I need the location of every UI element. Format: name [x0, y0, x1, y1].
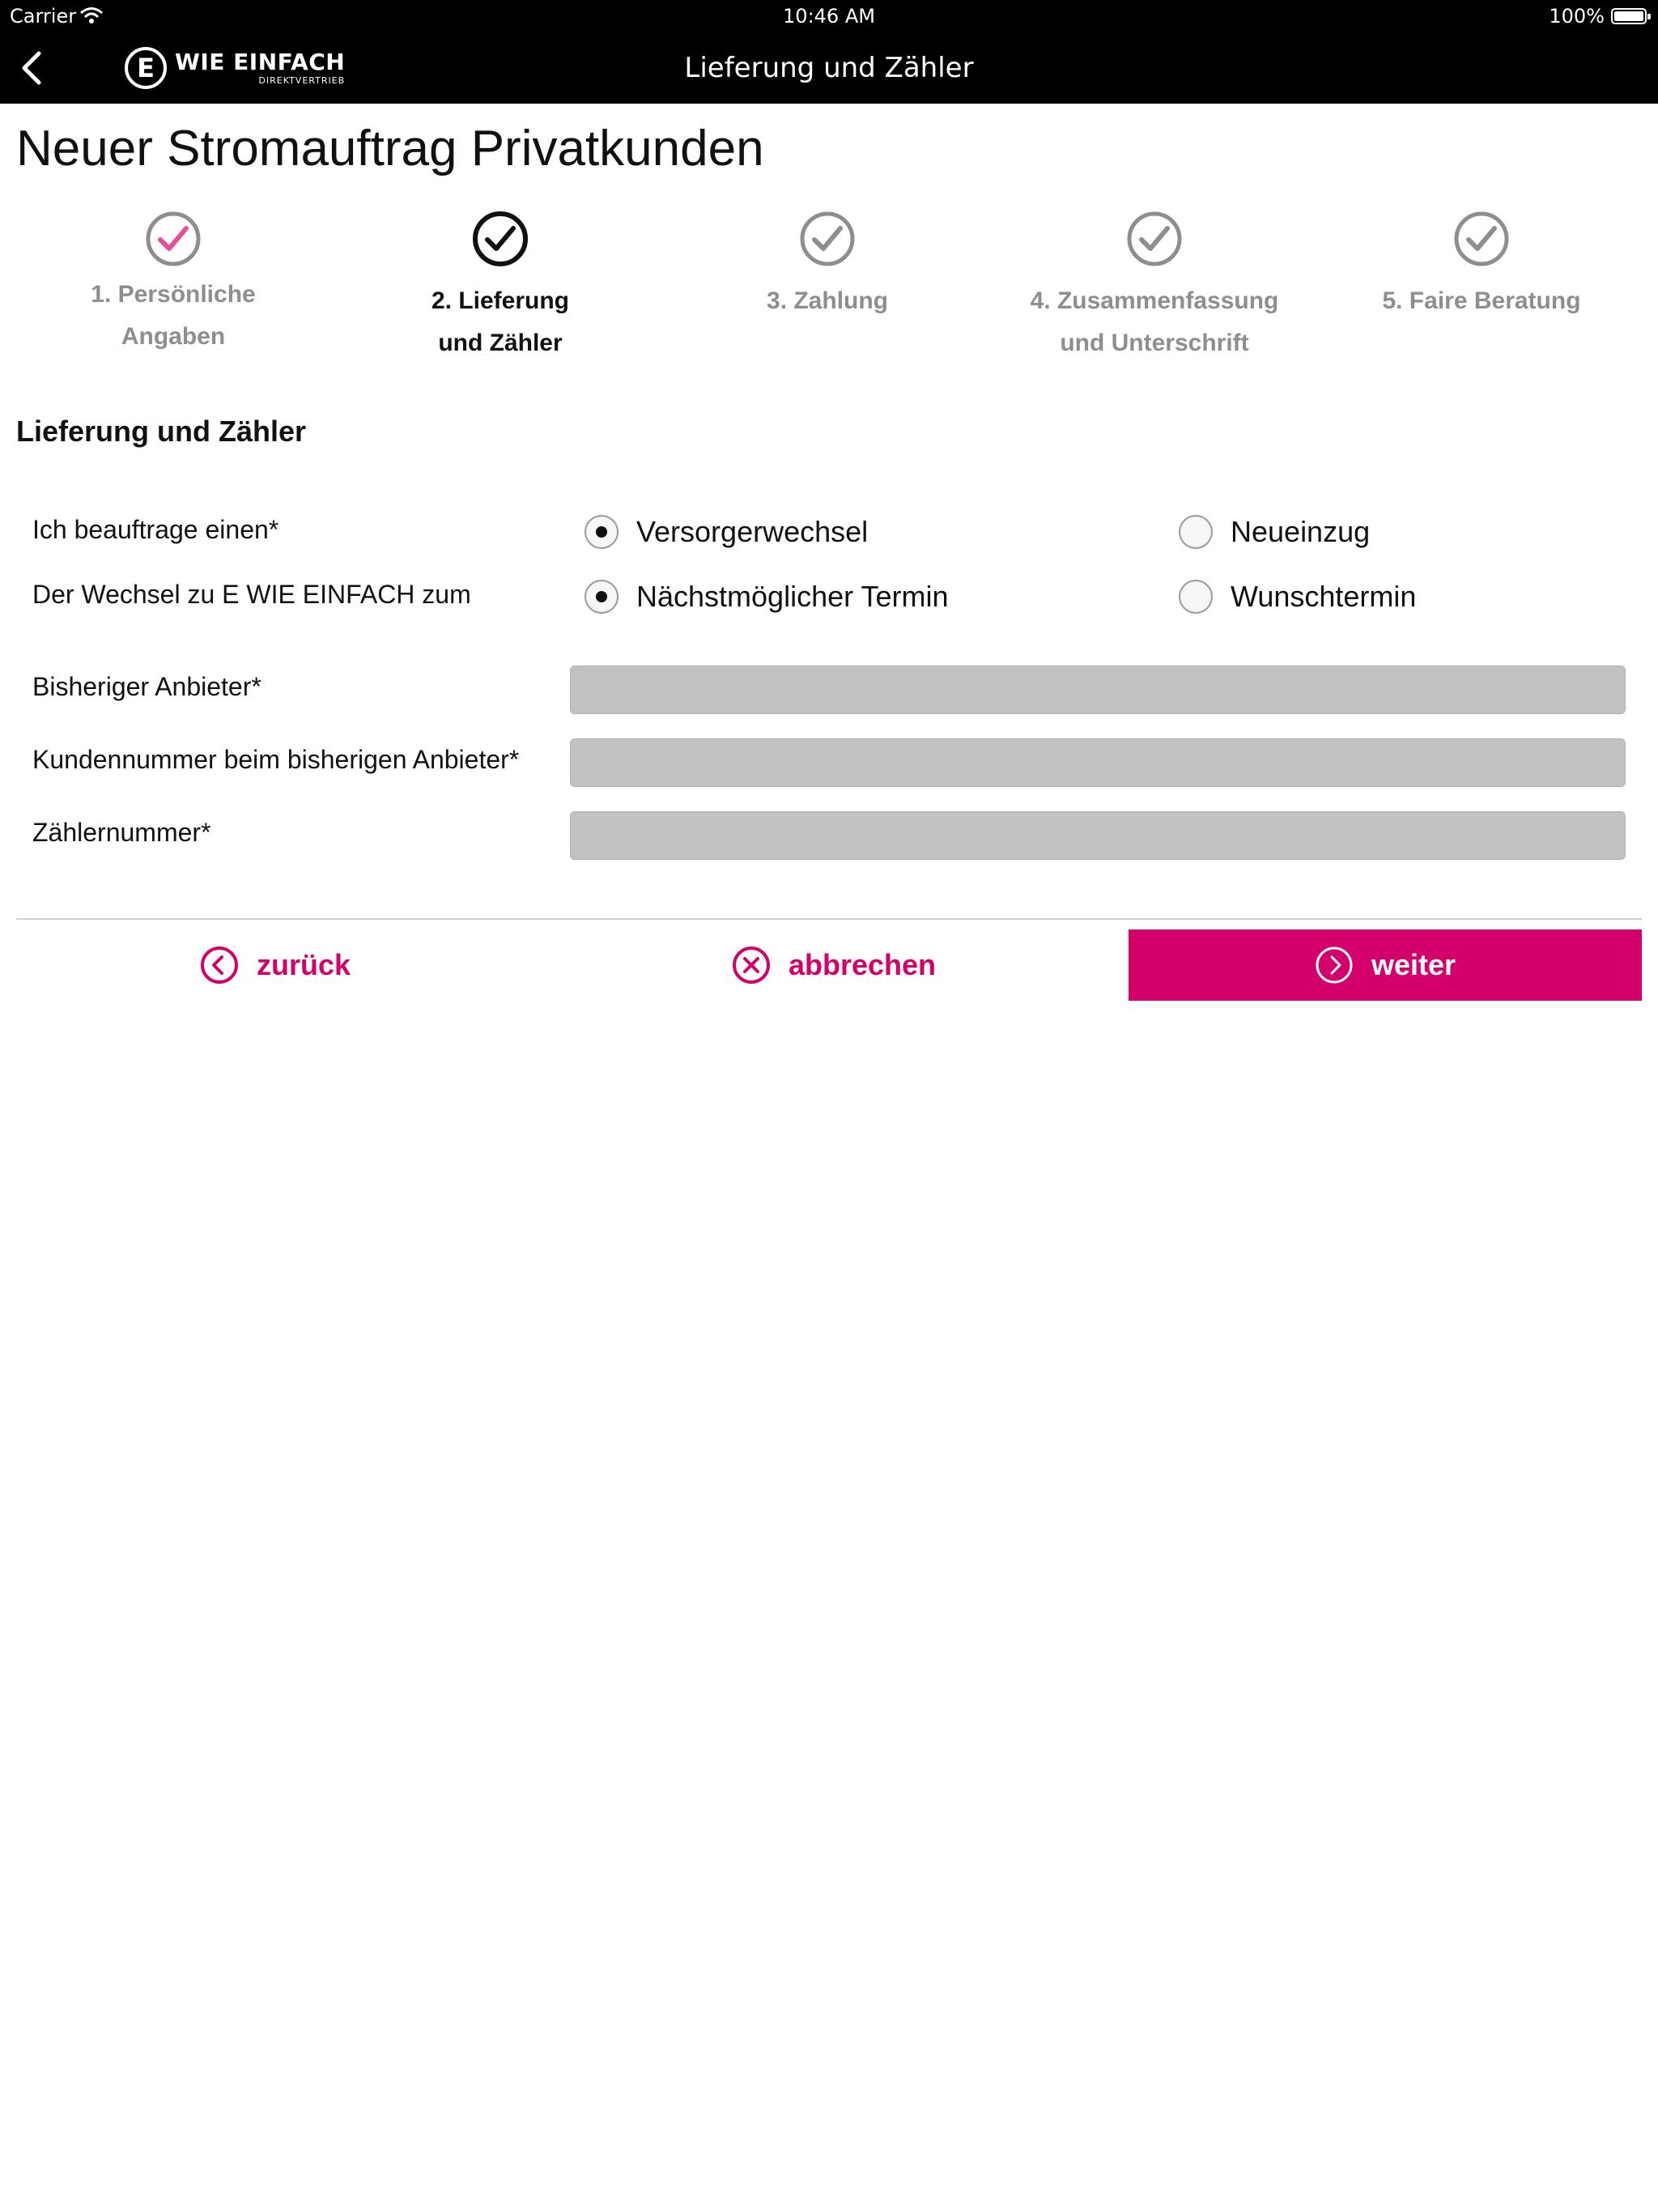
section-heading: Lieferung und Zähler: [16, 415, 307, 448]
next-button-label: weiter: [1371, 948, 1456, 981]
check-circle-icon: [1126, 211, 1183, 267]
radio-naechstmoeglicher-termin[interactable]: [585, 580, 948, 614]
circle-chevron-left-icon: [200, 946, 239, 985]
step-delivery-meter[interactable]: [355, 211, 646, 364]
check-circle-icon: [472, 211, 529, 267]
circle-chevron-right-icon: [1315, 946, 1354, 985]
step-label-line1: 4. Zusammenfassung: [1030, 287, 1279, 314]
battery-icon: [1611, 8, 1647, 24]
circle-x-icon: [732, 946, 771, 985]
battery-percentage: 100%: [1549, 5, 1605, 28]
page-title: Neuer Stromauftrag Privatkunden: [16, 121, 764, 177]
order-type-label: Ich beauftrage einen*: [32, 515, 279, 544]
clock: 10:46 AM: [783, 5, 875, 28]
nav-title: Lieferung und Zähler: [684, 52, 974, 84]
progress-steps: [0, 211, 1658, 364]
logo-wordmark: WIE EINFACH: [175, 49, 346, 75]
cancel-button-label: abbrechen: [788, 948, 937, 981]
step-label-line1: 1. Persönliche: [91, 281, 256, 308]
check-circle-icon: [1453, 211, 1510, 267]
step-label-line2: Angaben: [121, 323, 226, 350]
radio-label: Neueinzug: [1231, 515, 1371, 548]
step-summary-signature[interactable]: [1009, 211, 1300, 364]
cancel-button[interactable]: [575, 929, 1093, 1001]
radio-selected-icon: [585, 580, 619, 614]
step-label-line1: 2. Lieferung: [431, 287, 570, 314]
step-label-line1: 3. Zahlung: [767, 287, 888, 314]
step-label-line2: und Unterschrift: [1060, 330, 1249, 356]
customer-number-label: Kundennummer beim bisherigen Anbieter*: [32, 745, 520, 774]
radio-label: Wunschtermin: [1231, 580, 1417, 613]
radio-neueinzug[interactable]: [1179, 515, 1370, 549]
radio-unselected-icon: [1179, 580, 1213, 614]
back-button-label: zurück: [256, 948, 351, 981]
check-circle-icon: [145, 211, 202, 267]
logo-e-icon: E: [125, 47, 167, 89]
step-personal-data[interactable]: [28, 211, 319, 358]
step-label-line2: und Zähler: [438, 330, 563, 356]
check-circle-icon: [799, 211, 856, 267]
radio-selected-icon: [585, 515, 619, 549]
status-bar: [0, 0, 1658, 32]
step-payment[interactable]: [682, 211, 973, 322]
next-button[interactable]: [1129, 929, 1642, 1001]
step-label-line1: 5. Faire Beratung: [1382, 287, 1581, 314]
back-button[interactable]: [16, 929, 534, 1001]
radio-versorgerwechsel[interactable]: [585, 515, 868, 549]
meter-number-label: Zählernummer*: [32, 818, 211, 847]
radio-wunschtermin[interactable]: [1179, 580, 1416, 614]
divider: [16, 918, 1642, 920]
carrier-label: Carrier: [10, 5, 77, 28]
step-fair-advice[interactable]: [1336, 211, 1627, 322]
previous-provider-input[interactable]: [570, 666, 1626, 714]
customer-number-input[interactable]: [570, 738, 1626, 787]
radio-label: Nächstmöglicher Termin: [636, 580, 949, 613]
radio-label: Versorgerwechsel: [636, 515, 869, 548]
meter-number-input[interactable]: [570, 811, 1626, 860]
navigation-bar: [0, 32, 1658, 104]
previous-provider-label: Bisheriger Anbieter*: [32, 672, 261, 701]
logo-subtitle: DIREKTVERTRIEB: [258, 75, 346, 86]
radio-unselected-icon: [1179, 515, 1213, 549]
switch-date-label: Der Wechsel zu E WIE EINFACH zum: [32, 580, 471, 609]
